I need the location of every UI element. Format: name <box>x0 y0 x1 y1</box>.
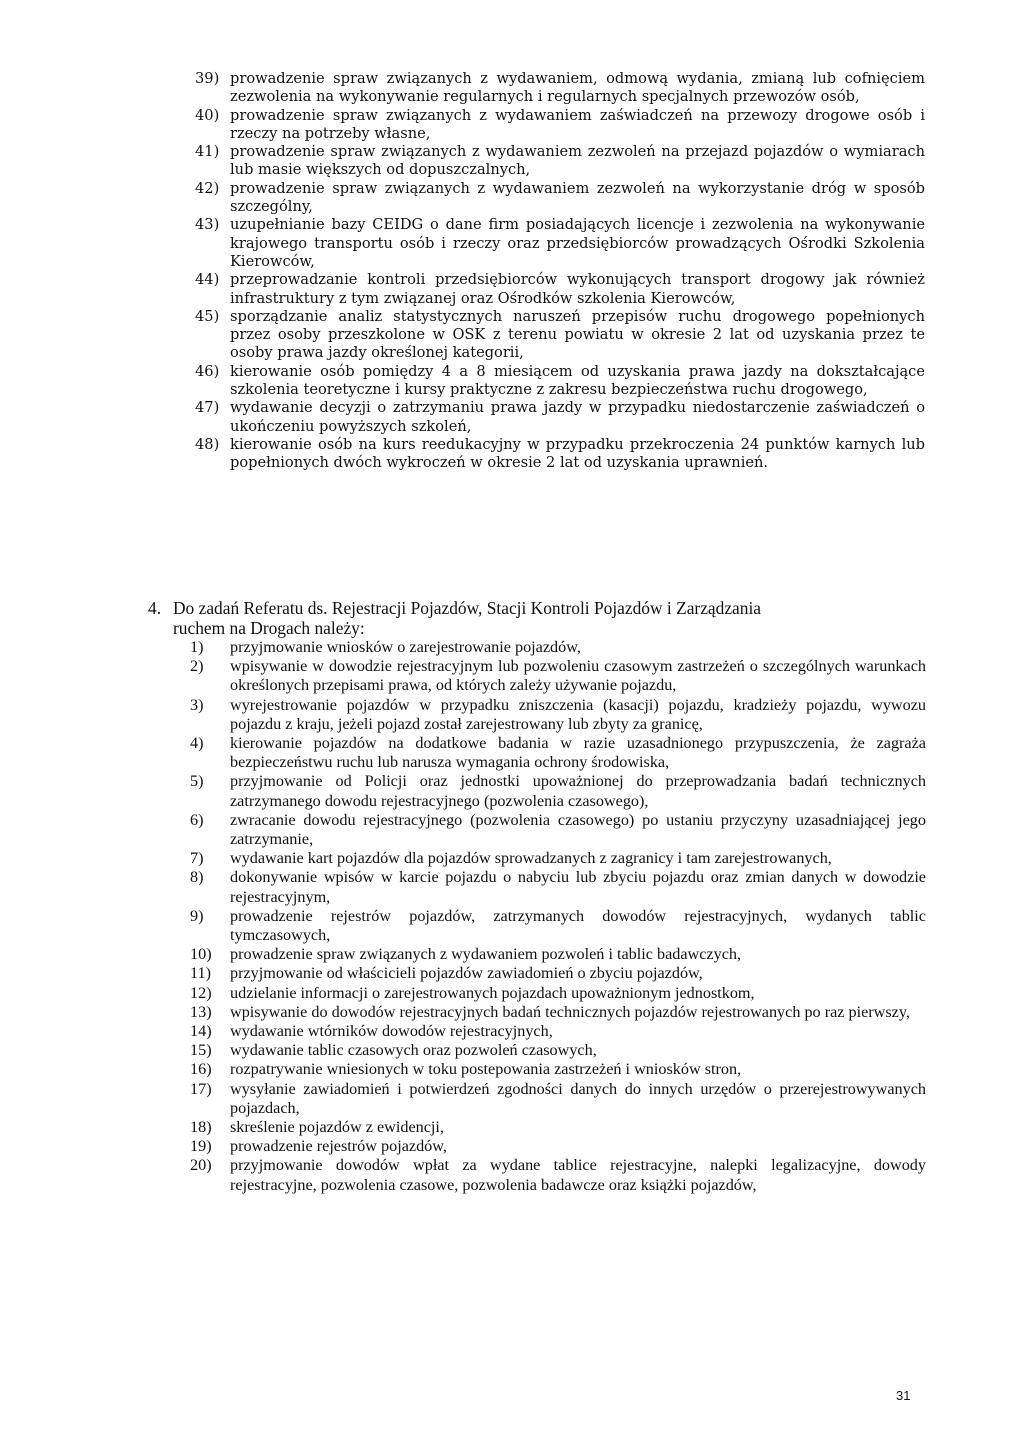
list-item <box>190 657 926 695</box>
item-number: 11) <box>190 964 211 983</box>
list-item <box>195 363 925 400</box>
list-item <box>190 1080 926 1118</box>
item-text: wydawanie decyzji o zatrzymaniu prawa jazdy w przypadku niedostarczenie zaświadczeń o ukończeniu powyższych szkoleń, <box>230 399 925 435</box>
item-text: wpisywanie do dowodów rejestracyjnych badań technicznych pojazdów rejestrowanych po raz pierwszy, <box>230 1002 910 1021</box>
list-item <box>190 945 926 964</box>
item-number: 42) <box>195 179 220 197</box>
item-number: 5) <box>190 772 204 791</box>
item-text: kierowanie pojazdów na dodatkowe badania w razie uzasadnionego przypuszczenia, że zagraża bezpieczeństwu ruchu lub narusza wymagania ochrony środowiska, <box>230 734 926 772</box>
item-text: wydawanie wtórników dowodów rejestracyjnych, <box>230 1022 553 1041</box>
list-item <box>190 849 926 868</box>
item-text: dokonywanie wpisów w karcie pojazdu o nabyciu lub zbyciu pojazdu oraz zmian danych w dowodzie rejestracyjnym, <box>230 868 926 906</box>
list-item <box>190 1003 926 1022</box>
item-text: zwracanie dowodu rejestracyjnego (pozwolenia czasowego) po ustaniu przyczyny uzasadniającej jego zatrzymanie, <box>230 810 926 849</box>
item-text: prowadzenie spraw związanych z wydawaniem pozwoleń i tablic badawczych, <box>230 945 742 964</box>
item-text: prowadzenie spraw związanych z wydawaniem zezwoleń na wykorzystanie dróg w sposób szczególny, <box>230 179 925 216</box>
item-number: 9) <box>190 906 204 925</box>
item-text: przeprowadzanie kontroli przedsiębiorców wykonujących transport drogowy jak również infrastruktury z tym związanej oraz Ośrodków szkolenia Kierowców, <box>230 271 925 307</box>
list-item <box>190 772 926 810</box>
item-text: sporządzanie analiz statystycznych naruszeń przepisów ruchu drogowego popełnionych przez osoby przeszkolone w OSK z terenu powiatu w okresie 2 lat od uzyskania przez te osoby prawa jazdy określonej kategorii, <box>230 307 925 362</box>
item-number: 46) <box>195 362 220 380</box>
item-text: wpisywanie w dowodzie rejestracyjnym lub pozwoleniu czasowym zastrzeżeń o szczególnych warunkach określonych przepisami prawa, od których zależy używanie pojazdu, <box>230 657 926 695</box>
item-number: 45) <box>195 307 220 325</box>
item-text: przyjmowanie od właścicieli pojazdów zawiadomień o zbyciu pojazdów, <box>230 964 703 983</box>
item-number: 20) <box>190 1156 212 1175</box>
item-number: 1) <box>190 638 204 656</box>
item-text: skreślenie pojazdów z ewidencji, <box>230 1118 444 1137</box>
item-number: 43) <box>195 216 220 234</box>
item-number: 8) <box>190 868 204 887</box>
list-item <box>190 638 926 657</box>
item-text: wydawanie tablic czasowych oraz pozwoleń czasowych, <box>230 1041 597 1060</box>
item-text: przyjmowanie dowodów wpłat za wydane tablice rejestracyjne, nalepki legalizacyjne, dowody rejestracyjne, pozwolenia czasowe, pozwolenia badawcze oraz książki pojazdów, <box>230 1156 926 1194</box>
item-text: rozpatrywanie wniesionych w toku postepowania zastrzeżeń i wniosków stron, <box>230 1060 742 1079</box>
item-number: 47) <box>195 399 220 417</box>
list-item <box>190 1060 926 1079</box>
item-number: 48) <box>195 435 220 453</box>
item-number: 7) <box>190 849 204 868</box>
list-item <box>195 143 925 180</box>
item-number: 14) <box>190 1022 212 1041</box>
item-number: 13) <box>190 1002 212 1021</box>
item-text: udzielanie informacji o zarejestrowanych pojazdach upoważnionym jednostkom, <box>230 983 755 1002</box>
item-text: kierowanie osób na kurs reedukacyjny w przypadku przekroczenia 24 punktów karnych lub popełnionych dwóch wykroczeń w okresie 2 lat od uzyskania uprawnień. <box>230 435 925 472</box>
section-title-line-2: ruchem na Drogach należy: <box>173 617 365 638</box>
registration-duties-list <box>190 638 926 1195</box>
item-text: wydawanie kart pojazdów dla pojazdów sprowadzanych z zagranicy i tam zarejestrowanych, <box>230 849 832 868</box>
item-text: prowadzenie rejestrów pojazdów, <box>230 1137 447 1156</box>
list-item <box>190 964 926 983</box>
item-number: 17) <box>190 1079 212 1098</box>
item-text: przyjmowanie wniosków o zarejestrowanie pojazdów, <box>230 638 581 656</box>
list-item <box>195 180 925 217</box>
item-number: 6) <box>190 810 204 829</box>
list-item <box>190 734 926 772</box>
item-number: 10) <box>190 945 212 964</box>
item-number: 18) <box>190 1118 212 1137</box>
item-text: prowadzenie rejestrów pojazdów, zatrzymanych dowodów rejestracyjnych, wydanych tablic tymczasowych, <box>230 906 926 945</box>
section-title <box>148 599 926 638</box>
list-item <box>190 1118 926 1137</box>
list-item <box>190 696 926 734</box>
duties-list-continued <box>195 70 925 473</box>
list-item <box>195 399 925 436</box>
item-number: 4) <box>190 734 204 753</box>
item-number: 3) <box>190 695 204 714</box>
list-item <box>195 70 925 107</box>
item-number: 12) <box>190 983 212 1002</box>
section-title-line-1: Do zadań Referatu ds. Rejestracji Pojazdów, Stacji Kontroli Pojazdów i Zarządzania <box>173 598 762 618</box>
page-number: 31 <box>896 1388 911 1403</box>
list-item <box>190 1156 926 1194</box>
list-item <box>195 271 925 308</box>
item-number: 44) <box>195 271 220 289</box>
list-item <box>190 984 926 1003</box>
list-item <box>195 107 925 144</box>
list-item <box>190 907 926 945</box>
section-heading <box>148 599 926 638</box>
list-item <box>195 308 925 363</box>
item-number: 19) <box>190 1137 212 1156</box>
list-item <box>190 811 926 849</box>
list-item <box>190 868 926 906</box>
item-number: 40) <box>195 106 220 124</box>
list-item <box>190 1022 926 1041</box>
item-text: prowadzenie spraw związanych z wydawaniem zezwoleń na przejazd pojazdów o wymiarach lub masie większych od dopuszczalnych, <box>230 143 925 179</box>
item-text: prowadzenie spraw związanych z wydawaniem zaświadczeń na przewozy drogowe osób i rzeczy na potrzeby własne, <box>230 106 925 142</box>
list-item <box>195 436 925 473</box>
item-number: 41) <box>195 143 220 161</box>
item-text: prowadzenie spraw związanych z wydawaniem, odmową wydania, zmianą lub cofnięciem zezwolenia na wykonywanie regularnych i regularnych specjalnych przewozów osób, <box>230 70 925 106</box>
item-text: wysyłanie zawiadomień i potwierdzeń zgodności danych do innych urzędów o przerejestrowywanych pojazdach, <box>230 1079 926 1117</box>
list-item <box>195 216 925 271</box>
item-number: 39) <box>195 70 220 87</box>
item-text: przyjmowanie od Policji oraz jednostki upoważnionej do przeprowadzania badań technicznych zatrzymanego dowodu rejestracyjnego (pozwolenia czasowego), <box>230 772 926 810</box>
item-text: wyrejestrowanie pojazdów w przypadku zniszczenia (kasacji) pojazdu, kradzieży pojazdu, wywozu pojazdu z kraju, jeżeli pojazd został zarejestrowany lub zbyty za granicę, <box>230 695 926 733</box>
item-number: 15) <box>190 1041 212 1060</box>
item-number: 2) <box>190 657 204 676</box>
list-item <box>190 1041 926 1060</box>
item-text: kierowanie osób pomiędzy 4 a 8 miesiącem od uzyskania prawa jazdy na dokształcające szkolenia teoretyczne i kursy praktyczne z zakresu bezpieczeństwa ruchu drogowego, <box>230 362 925 399</box>
list-item <box>190 1137 926 1156</box>
section-number: 4. <box>148 598 162 618</box>
item-text: uzupełnianie bazy CEIDG o dane firm posiadających licencje i zezwolenia na wykonywanie krajowego transportu osób i rzeczy oraz przedsiębiorców prowadzących Ośrodki Szkolenia Kierowców, <box>230 216 925 270</box>
item-number: 16) <box>190 1060 212 1079</box>
